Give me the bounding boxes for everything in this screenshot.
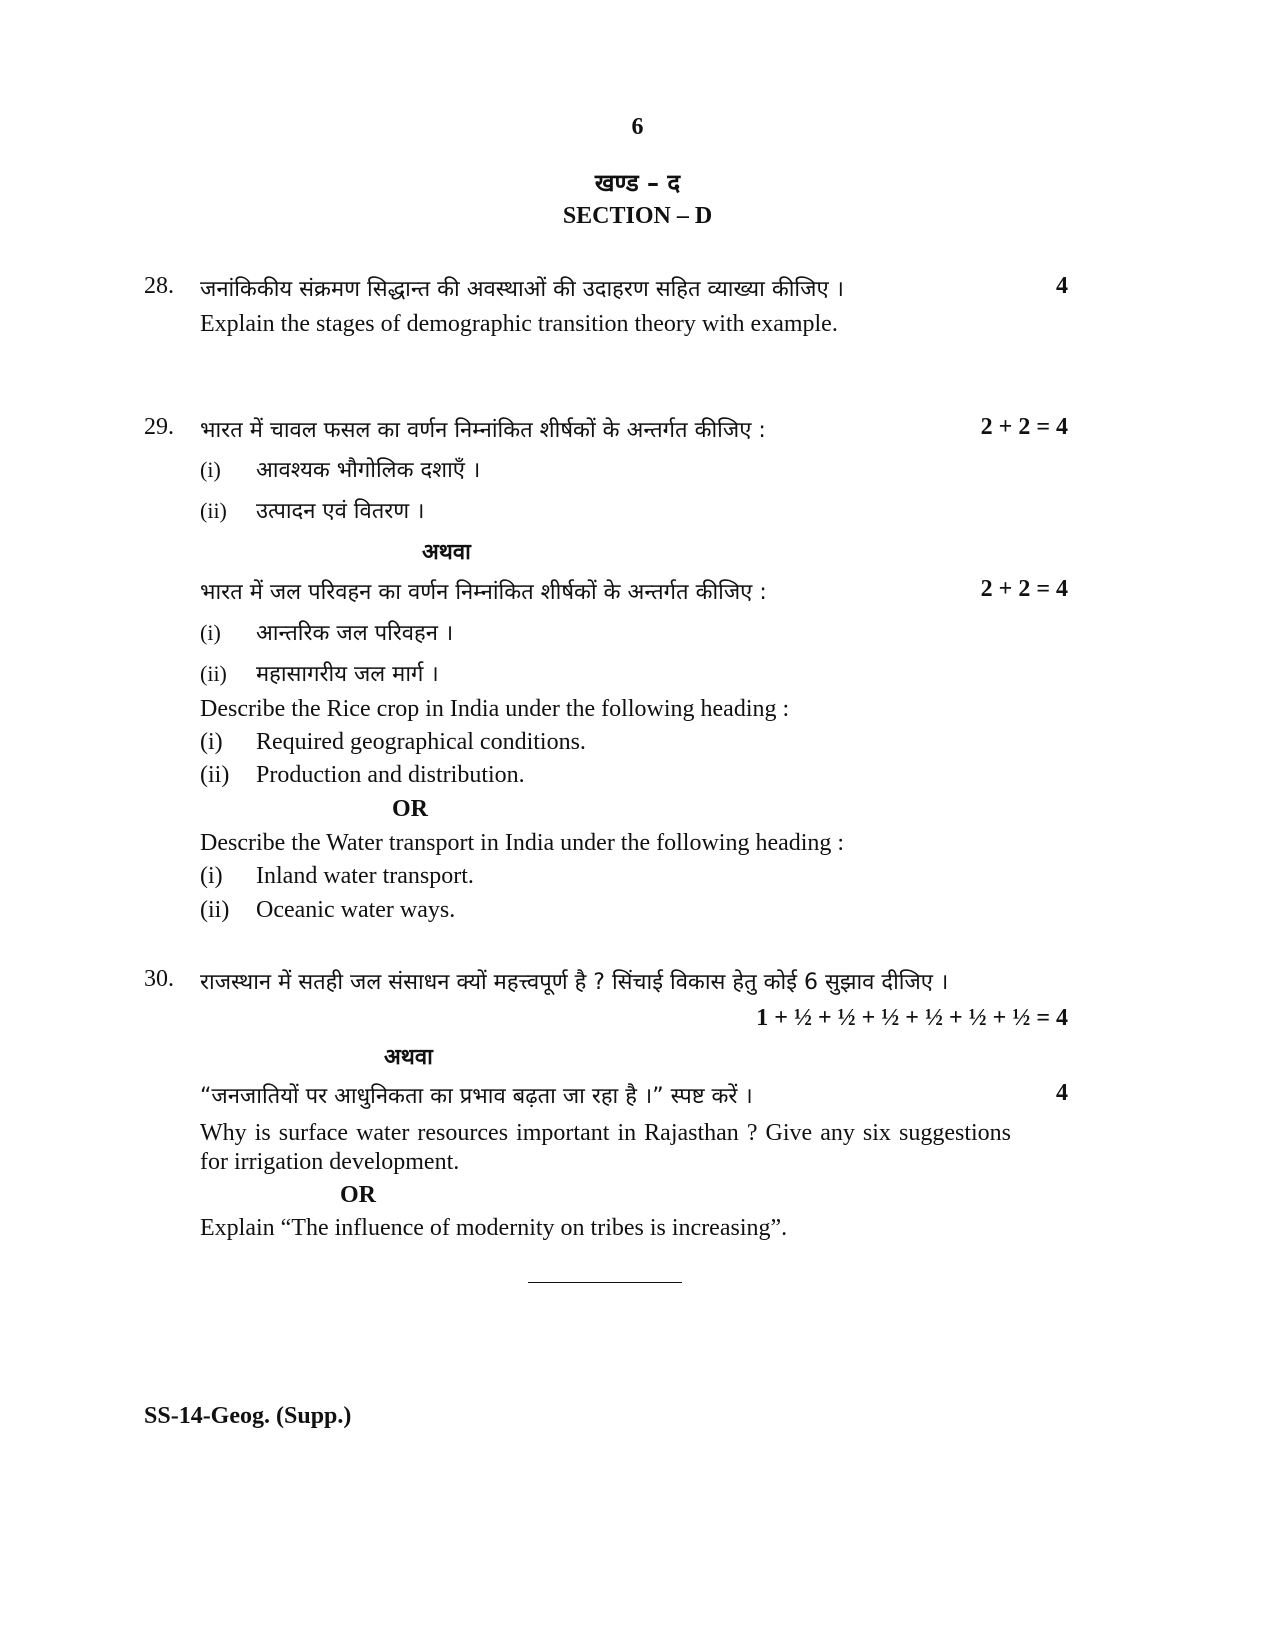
q30-english-question-a: Why is surface water resources important in Rajasthan ? Give any six suggestions for irrigation development. (200, 1120, 1011, 1175)
item-text: Inland water transport. (256, 863, 474, 889)
item-label: (i) (200, 863, 223, 889)
q29-hindi-question-b: भारत में जल परिवहन का वर्णन निम्नांकित शीर्षकों के अन्तर्गत कीजिए : (200, 580, 767, 605)
section-title-english: SECTION – D (562, 203, 713, 229)
q30-marks-b: 4 (1056, 1080, 1068, 1106)
end-divider (528, 1282, 682, 1283)
q29-or-hindi: अथवा (422, 540, 471, 565)
q29-hindi-question-a: भारत में चावल फसल का वर्णन निम्नांकित शीर्षकों के अन्तर्गत कीजिए : (200, 418, 766, 443)
q29-english-a-item (200, 729, 586, 756)
item-label: (ii) (200, 762, 230, 788)
item-text: आवश्यक भौगोलिक दशाएँ । (256, 458, 481, 483)
item-text: Required geographical conditions. (256, 729, 586, 755)
section-title-hindi: खण्ड – द (594, 169, 681, 197)
q29-english-b-item (200, 863, 474, 890)
item-text: महासागरीय जल मार्ग । (256, 662, 439, 687)
item-text: Production and distribution. (256, 762, 525, 788)
q29-english-question-a: Describe the Rice crop in India under the following heading : (200, 696, 790, 722)
question-number-29: 29. (144, 414, 174, 440)
item-text: Oceanic water ways. (256, 897, 456, 923)
item-text: आन्तरिक जल परिवहन । (256, 621, 454, 646)
page-number: 6 (631, 114, 644, 140)
q30-or-hindi: अथवा (384, 1045, 433, 1070)
q29-marks-b: 2 + 2 = 4 (980, 576, 1068, 602)
q30-or-english: OR (340, 1182, 376, 1208)
item-label: (i) (200, 620, 221, 645)
q29-or-english: OR (392, 796, 428, 822)
item-label: (ii) (200, 498, 227, 523)
item-label: (i) (200, 729, 223, 755)
question-number-28: 28. (144, 273, 174, 299)
q30-english-question-b: Explain “The influence of modernity on tribes is increasing”. (200, 1215, 788, 1241)
footer-paper-code: SS-14-Geog. (Supp.) (144, 1403, 352, 1429)
q29-marks-a: 2 + 2 = 4 (980, 414, 1068, 440)
item-label: (ii) (200, 897, 230, 923)
question-number-30: 30. (144, 966, 174, 992)
q28-marks: 4 (1056, 273, 1068, 299)
q29-english-b-item (200, 897, 455, 924)
q30-hindi-question-a: राजस्थान में सतही जल संसाधन क्यों महत्त्वपूर्ण है ? सिंचाई विकास हेतु कोई 6 सुझाव दीजिए । (200, 970, 949, 995)
q28-hindi-text: जनांकिकीय संक्रमण सिद्धान्त की अवस्थाओं की उदाहरण सहित व्याख्या कीजिए । (200, 277, 844, 302)
q30-hindi-question-b: “जनजातियों पर आधुनिकता का प्रभाव बढ़ता जा रहा है ।” स्पष्ट करें । (200, 1084, 753, 1109)
q30-marks-a: 1 + ½ + ½ + ½ + ½ + ½ + ½ = 4 (756, 1005, 1068, 1031)
item-label: (ii) (200, 661, 227, 686)
q29-hindi-b-item (200, 617, 453, 647)
q29-english-a-item (200, 762, 525, 789)
item-label: (i) (200, 457, 221, 482)
q29-hindi-a-item (200, 495, 425, 525)
q29-hindi-a-item (200, 454, 480, 484)
q28-english-text: Explain the stages of demographic transition theory with example. (200, 311, 838, 337)
q29-hindi-b-item (200, 658, 439, 688)
item-text: उत्पादन एवं वितरण । (256, 499, 425, 524)
q29-english-question-b: Describe the Water transport in India under the following heading : (200, 830, 845, 856)
